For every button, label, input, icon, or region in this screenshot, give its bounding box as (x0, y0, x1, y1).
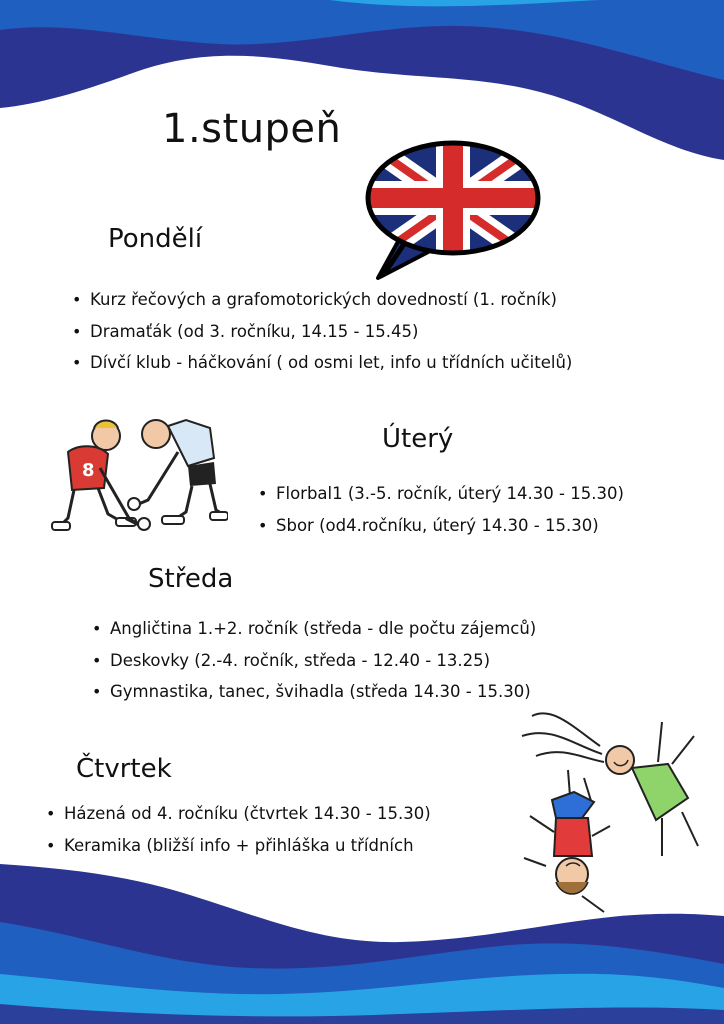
tuesday-activity-list (258, 478, 624, 541)
page-title: 1.stupeň (162, 106, 342, 152)
list-item: • Angličtina 1.+2. ročník (středa - dle počtu zájemců) (92, 613, 536, 645)
floorball-players-illustration (38, 408, 228, 542)
list-item: • Deskovky (2.-4. ročník, středa - 12.40 - 13.25) (92, 645, 536, 677)
list-item: • Házená od 4. ročníku (čtvrtek 14.30 - 15.30) (46, 798, 431, 830)
day-heading-wednesday: Středa (148, 564, 234, 594)
list-item: • Sbor (od4.ročníku, úterý 14.30 - 15.30) (258, 510, 624, 542)
day-heading-monday: Pondělí (108, 224, 203, 254)
list-item: • Florbal1 (3.-5. ročník, úterý 14.30 - 15.30) (258, 478, 624, 510)
monday-activity-list (72, 284, 572, 379)
list-item: • Gymnastika, tanec, švihadla (středa 14.30 - 15.30) (92, 676, 536, 708)
list-item: • Keramika (bližší info + přihláška u třídních (46, 830, 431, 862)
list-item: • Kurz řečových a grafomotorických dovedností (1. ročník) (72, 284, 572, 316)
list-item: • Dívčí klub - háčkování ( od osmi let, info u třídních učitelů) (72, 347, 572, 379)
playing-kids-illustration (512, 706, 708, 916)
list-item: • Dramaťák (od 3. ročníku, 14.15 - 15.45) (72, 316, 572, 348)
wednesday-activity-list (92, 613, 536, 708)
uk-flag-speech-bubble-icon (360, 138, 546, 284)
svg-text:8: 8 (82, 460, 95, 481)
day-heading-tuesday: Úterý (382, 424, 454, 454)
day-heading-thursday: Čtvrtek (76, 754, 172, 784)
thursday-activity-list (46, 798, 431, 861)
